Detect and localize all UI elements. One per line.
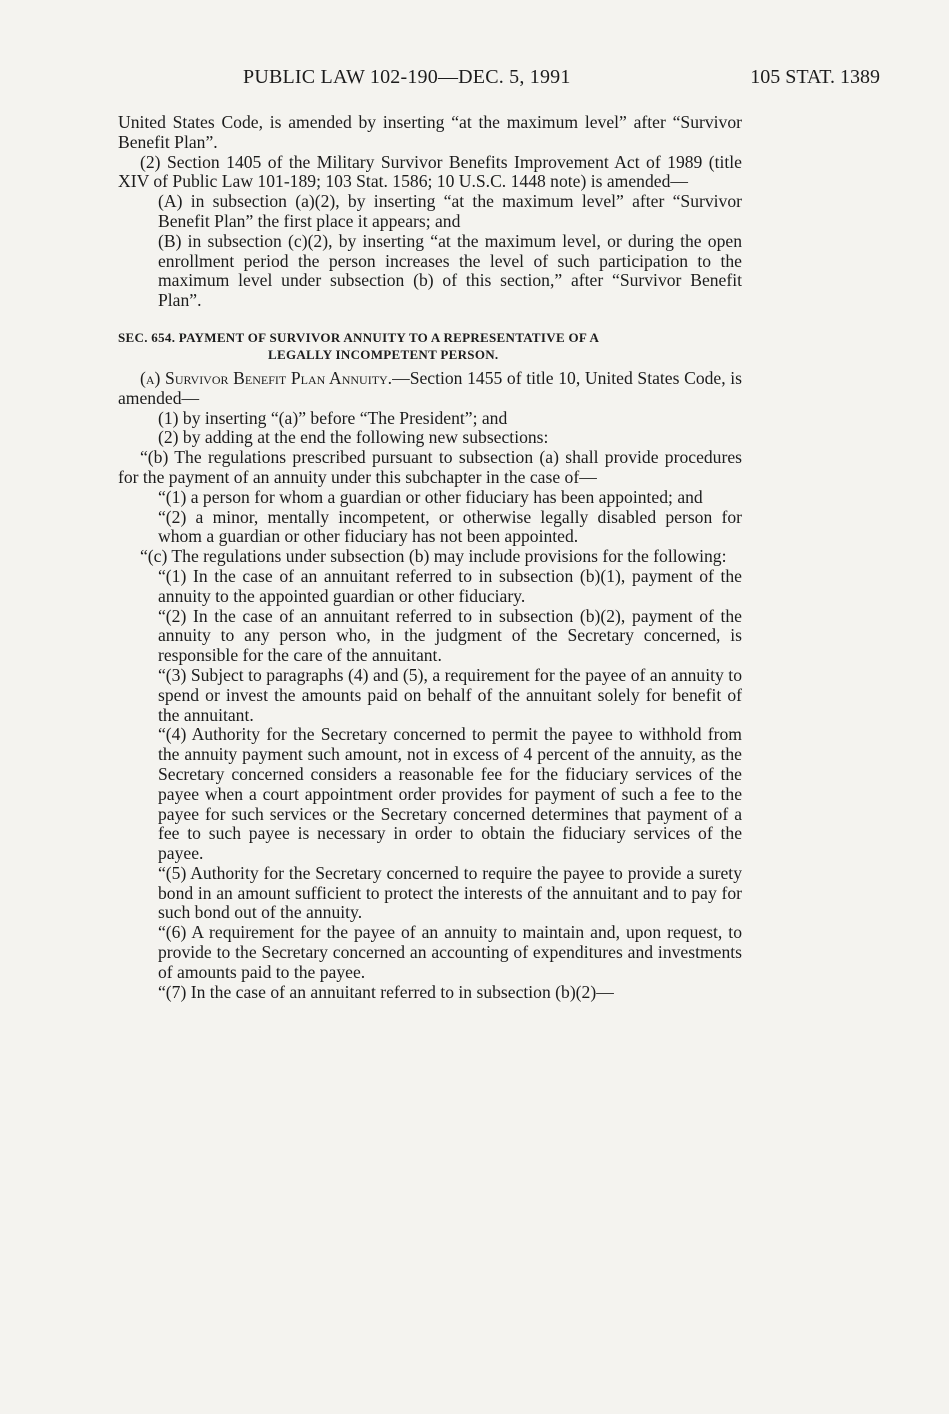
list-item-1: (1) by inserting “(a)” before “The President”; and [158, 407, 508, 428]
subsection-c-item-7: “(7) In the case of an annuitant referred to in subsection (b)(2)— [158, 981, 614, 1002]
subsection-c-item-4: “(4) Authority for the Secretary concerned to permit the payee to withhold from the annuity payment such amount, not in excess of 4 percent of the annuity, as the Secretary concerned considers a reasonable fee for the fiduciary services of the payee when a court appointment order provides for payment of such a fee to the payee for such services or the Secretary concerned determines that payment of a fee to such payee is necessary in order to obtain the fiduciary services of the payee. [158, 724, 742, 864]
subsection-c-item-3: “(3) Subject to paragraphs (4) and (5), a requirement for the payee of an annuity to spend or invest the amounts paid on behalf of the annuitant solely for benefit of the annuitant. [158, 664, 742, 725]
paragraph-continuation: United States Code, is amended by inserting “at the maximum level” after “Survivor Benefit Plan”. [118, 112, 742, 152]
section-heading-line1: SEC. 654. PAYMENT OF SURVIVOR ANNUITY TO A REPRESENTATIVE OF A [118, 329, 600, 345]
page-body [118, 113, 742, 1002]
paragraph-section-1405: (2) Section 1405 of the Military Survivor Benefits Improvement Act of 1989 (title XIV of Public Law 101-189; 103 Stat. 1586; 10 U.S.C. 1448 note) is amended— [118, 151, 742, 192]
subsection-c-item-1: “(1) In the case of an annuitant referred to in subsection (b)(1), payment of the annuity to the appointed guardian or other fiduciary. [158, 565, 742, 606]
subsection-b-item-1: “(1) a person for whom a guardian or other fiduciary has been appointed; and [158, 486, 703, 507]
section-heading [118, 329, 742, 363]
paragraph-subsection-b: (B) in subsection (c)(2), by inserting “at the maximum level, or during the open enrollment period the person increases the level of such participation to the maximum level under subsection (b) of this section,” after “Survivor Benefit Plan”. [158, 230, 742, 311]
subsection-b-item-2: “(2) a minor, mentally incompetent, or otherwise legally disabled person for whom a guardian or other fiduciary has not been appointed. [158, 506, 742, 547]
header-stat-citation: 105 STAT. 1389 [750, 66, 880, 88]
subsection-a-text: —Section 1455 of title 10, United States Code, is amended— [118, 367, 742, 408]
subsection-c-item-2: “(2) In the case of an annuitant referred to in subsection (b)(2), payment of the annuity to any person who, in the judgment of the Secretary concerned, is responsible for the care of the annuitant. [158, 605, 742, 666]
subsection-c-intro: “(c) The regulations under subsection (b) may include provisions for the following: [140, 546, 727, 567]
header-title: PUBLIC LAW 102-190—DEC. 5, 1991 [243, 66, 571, 88]
subsection-b-intro: “(b) The regulations prescribed pursuant to subsection (a) shall provide procedures for the payment of an annuity under this subchapter in the case of— [118, 447, 742, 487]
subsection-a-paragraph [118, 369, 742, 409]
section-heading-line2: LEGALLY INCOMPETENT PERSON. [268, 346, 499, 362]
subsection-c-item-5: “(5) Authority for the Secretary concerned to require the payee to provide a surety bond in an amount sufficient to protect the interests of the annuitant and to pay for such bond out of the annuity. [158, 862, 742, 923]
paragraph-subsection-a: (A) in subsection (a)(2), by inserting “at the maximum level” after “Survivor Benefit Plan” the first place it appears; and [158, 191, 742, 231]
running-header [118, 66, 880, 92]
subsection-a-label: (a) Survivor Benefit Plan Annuity. [140, 367, 393, 388]
subsection-c-item-6: “(6) A requirement for the payee of an annuity to maintain and, upon request, to provide to the Secretary concerned an accounting of expenditures and investments of amounts paid to the payee. [158, 922, 742, 982]
list-item-2: (2) by adding at the end the following new subsections: [158, 427, 549, 448]
